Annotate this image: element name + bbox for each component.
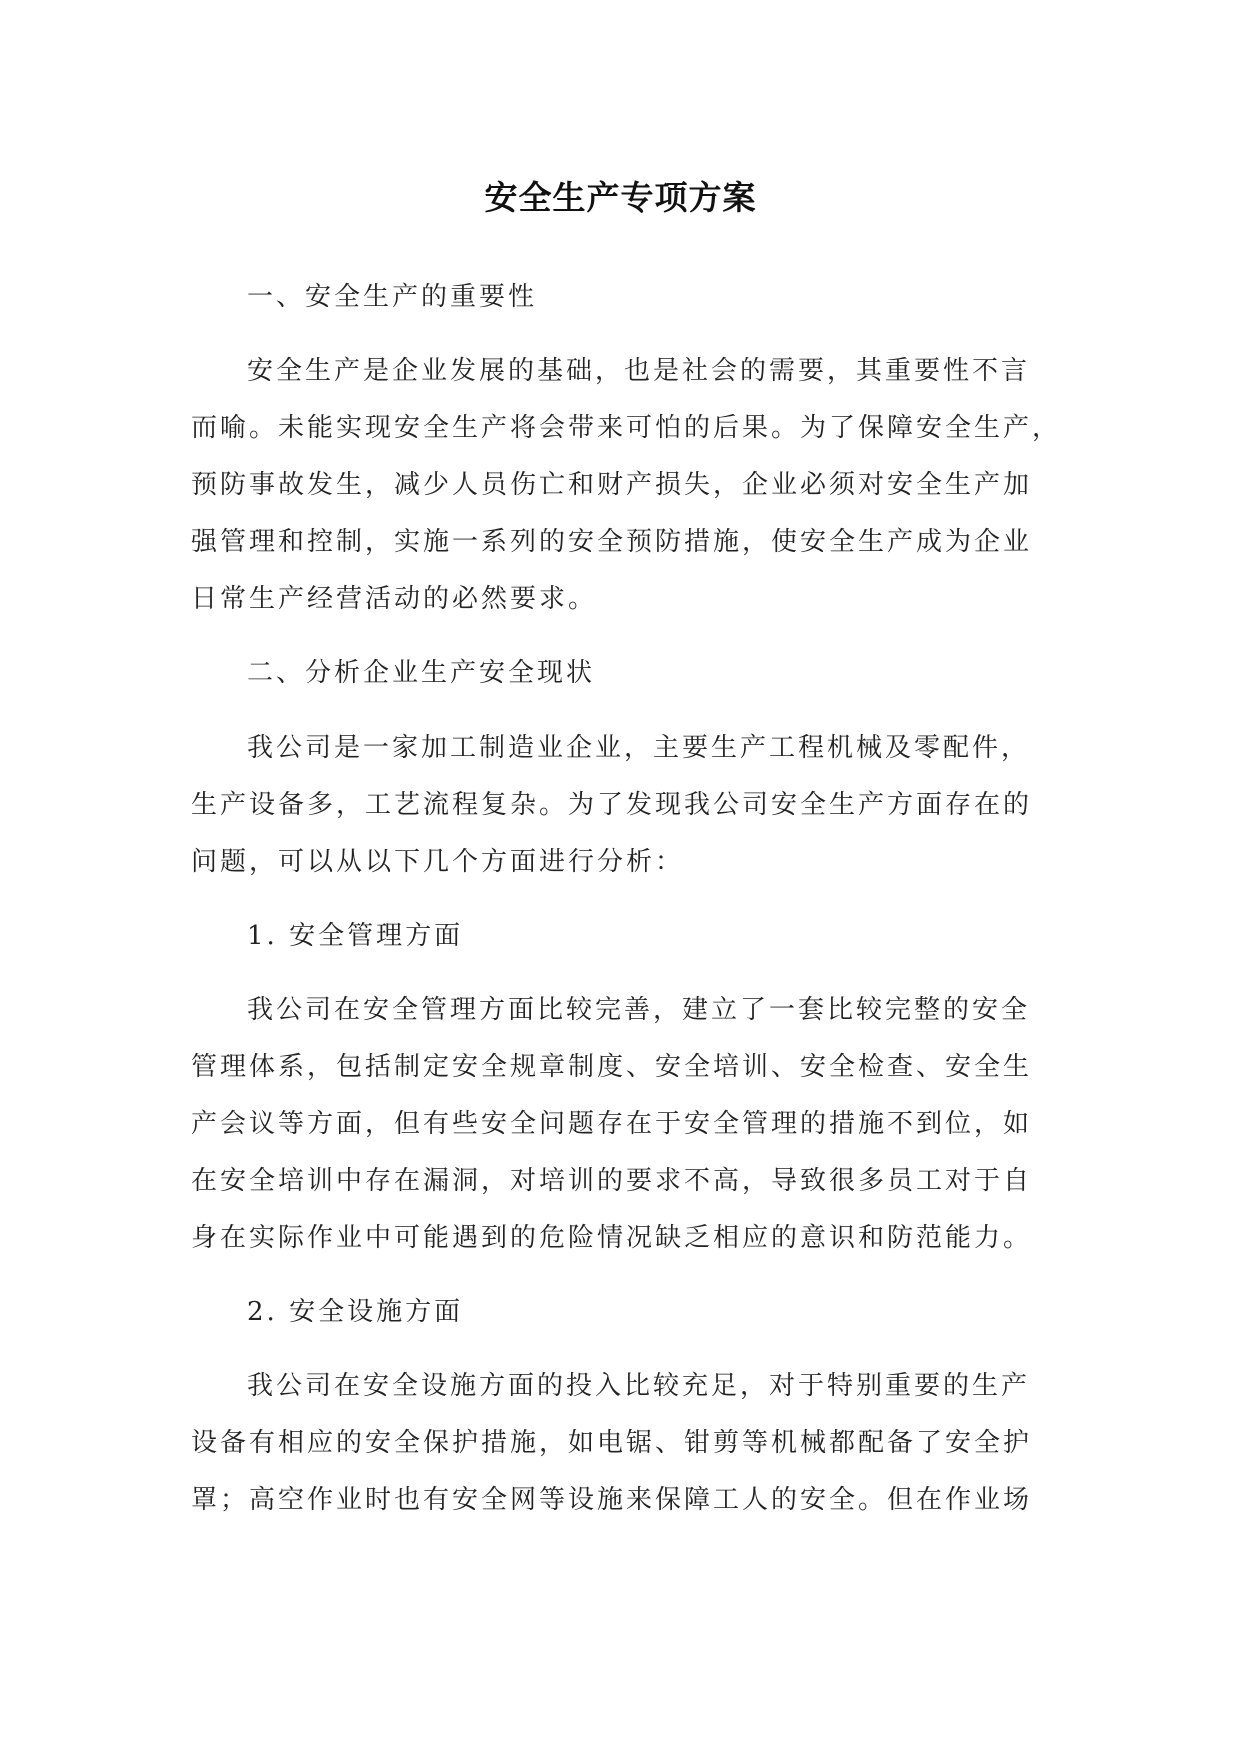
paragraph-line: 我公司在安全设施方面的投入比较充足，对于特别重要的生产 [247,1371,1031,1401]
paragraph-line: 日常生产经营活动的必然要求。 [191,584,598,614]
paragraph-line: 在安全培训中存在漏洞，对培训的要求不高，导致很多员工对于自 [191,1166,1033,1196]
paragraph-line: 安全生产是企业发展的基础，也是社会的需要，其重要性不言 [247,356,1031,386]
section-heading-1: 一、安全生产的重要性 [247,282,538,312]
paragraph-line: 我公司是一家加工制造业企业，主要生产工程机械及零配件， [247,733,1031,763]
paragraph-line: 强管理和控制，实施一系列的安全预防措施，使安全生产成为企业 [191,527,1033,557]
paragraph-line: 生产设备多，工艺流程复杂。为了发现我公司安全生产方面存在的 [191,790,1033,820]
subsection-heading-2: 2. 安全设施方面 [247,1297,464,1327]
paragraph-line: 而喻。未能实现安全生产将会带来可怕的后果。为了保障安全生产， [191,413,1062,443]
paragraph-line: 身在实际作业中可能遇到的危险情况缺乏相应的意识和防范能力。 [191,1223,1033,1253]
paragraph-line: 问题，可以从以下几个方面进行分析： [191,847,685,877]
paragraph-line: 产会议等方面，但有些安全问题存在于安全管理的措施不到位，如 [191,1109,1033,1139]
paragraph-line: 管理体系，包括制定安全规章制度、安全培训、安全检查、安全生 [191,1052,1033,1082]
paragraph-line: 设备有相应的安全保护措施，如电锯、钳剪等机械都配备了安全护 [191,1428,1033,1458]
section-heading-2: 二、分析企业生产安全现状 [247,658,596,688]
document-title: 安全生产专项方案 [484,178,757,217]
paragraph-line: 罩；高空作业时也有安全网等设施来保障工人的安全。但在作业场 [191,1485,1033,1515]
paragraph-line: 我公司在安全管理方面比较完善，建立了一套比较完整的安全 [247,995,1031,1025]
subsection-heading-1: 1. 安全管理方面 [247,921,464,951]
paragraph-line: 预防事故发生，减少人员伤亡和财产损失，企业必须对安全生产加 [191,470,1033,500]
